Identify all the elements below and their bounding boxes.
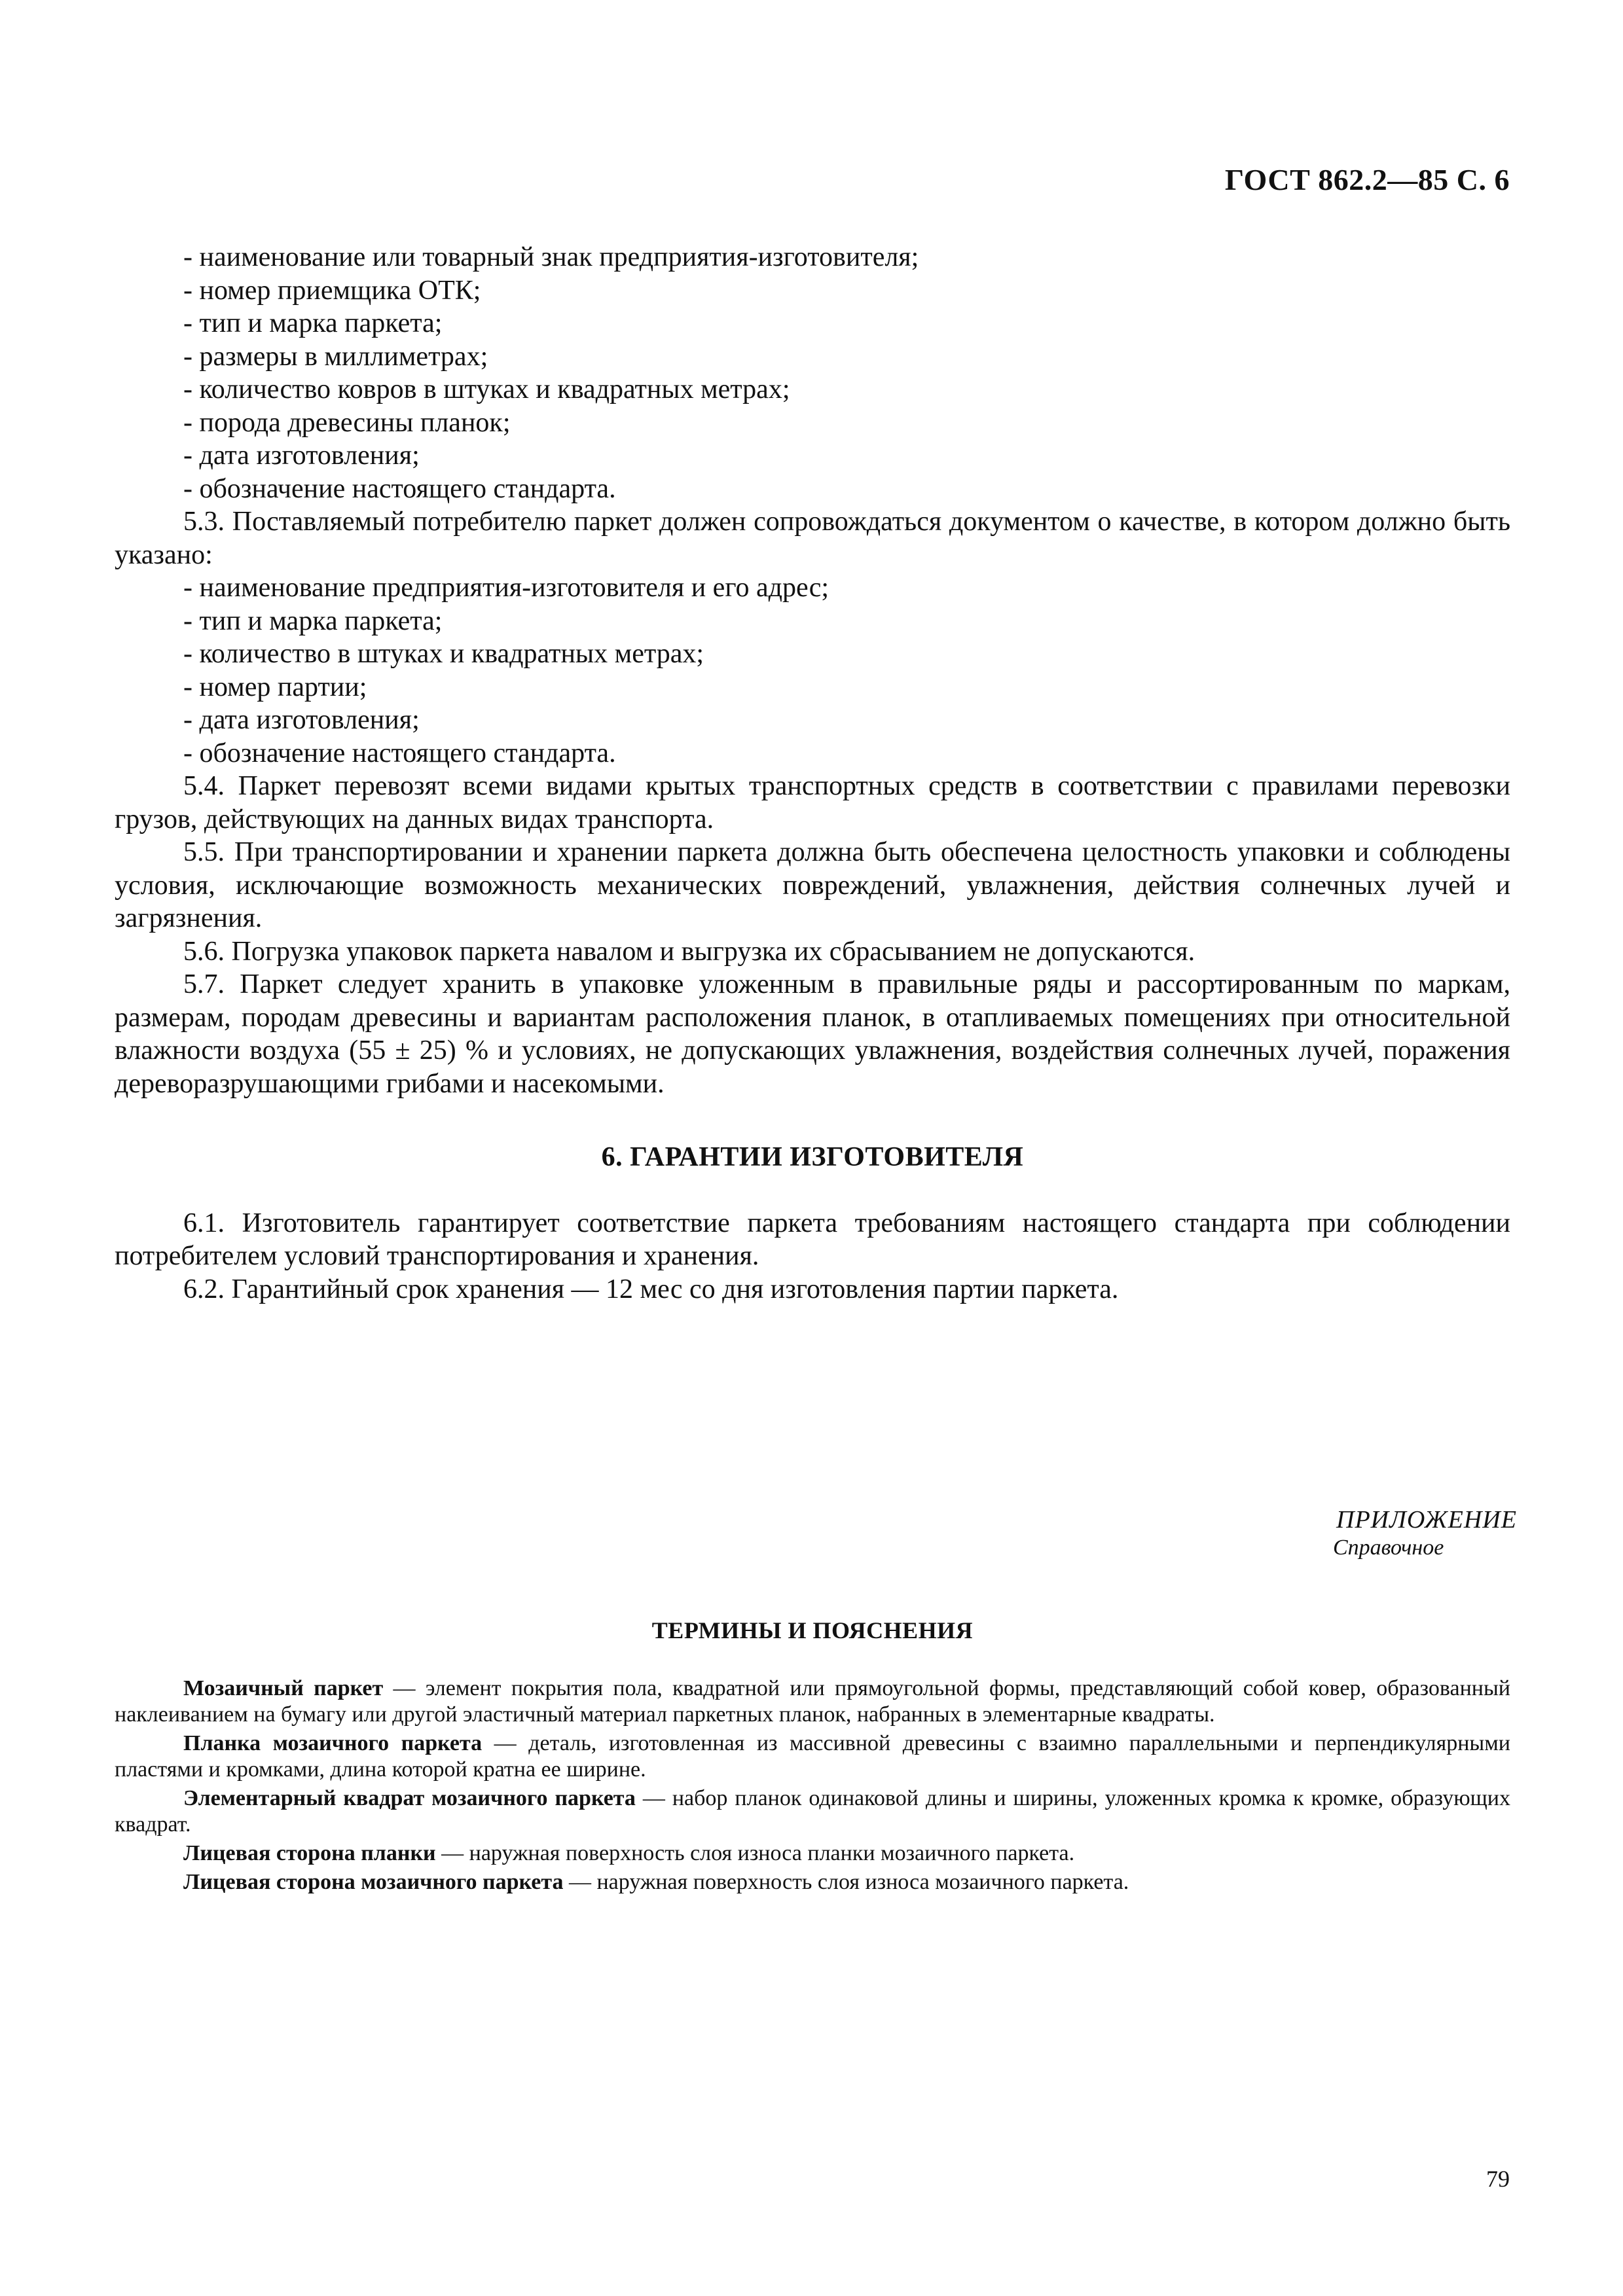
terms-title: ТЕРМИНЫ И ПОЯСНЕНИЯ [651, 1617, 974, 1643]
main-text [115, 241, 1510, 1306]
term-definition: — деталь, изготовленная из массивной древесины с взаимно параллельными и перпендикулярными пластями и кромками, длина которой кратна ее ширине. [115, 1731, 1510, 1782]
terms-list [115, 1676, 1510, 1898]
list-item: - наименование предприятия-изготовителя и его адрес; [183, 573, 830, 603]
list-item: - порода древесины планок; [183, 407, 511, 438]
paragraph-6-2: 6.2. Гарантийный срок хранения — 12 мес со дня изготовления партии паркета. [183, 1274, 1119, 1304]
term-name: Лицевая сторона планки [183, 1841, 436, 1865]
list-item: - наименование или товарный знак предприятия-изготовителя; [183, 242, 919, 272]
list-item: - номер приемщика ОТК; [183, 275, 481, 306]
list-item: - обозначение настоящего стандарта. [183, 473, 616, 504]
term-definition: — наружная поверхность слоя износа мозаичного паркета. [563, 1870, 1129, 1894]
appendix-label [1248, 1505, 1517, 1560]
term-name: Мозаичный паркет [183, 1676, 384, 1700]
list-quality-document [115, 571, 1510, 770]
term-name: Элементарный квадрат мозаичного паркета [183, 1786, 636, 1810]
list-item: - тип и марка паркета; [183, 308, 443, 338]
term-item [115, 1731, 1510, 1783]
list-item: - номер партии; [183, 672, 367, 702]
paragraph-5-3: 5.3. Поставляемый потребителю паркет должен сопровождаться документом о качестве, в котором должно быть указано: [115, 507, 1510, 570]
term-name: Лицевая сторона мозаичного паркета [183, 1870, 564, 1894]
list-item: - количество ковров в штуках и квадратных метрах; [183, 374, 790, 404]
paragraph-5-5: 5.5. При транспортировании и хранении паркета должна быть обеспечена целостность упаковки и соблюдены условия, исключающие возможность механических повреждений, увлажнения, действия солнечных лучей и загрязнения. [115, 837, 1510, 933]
list-marking [115, 241, 1510, 505]
term-definition: — наружная поверхность слоя износа планки мозаичного паркета. [435, 1841, 1075, 1865]
list-item: - размеры в миллиметрах; [183, 341, 488, 372]
term-definition: — набор планок одинаковой длины и ширины, уложенных кромка к кромке, образующих квадрат. [115, 1786, 1510, 1837]
section-6-title: 6. ГАРАНТИИ ИЗГОТОВИТЕЛЯ [601, 1142, 1024, 1172]
list-item: - тип и марка паркета; [183, 605, 443, 636]
page-number: 79 [1486, 2166, 1510, 2192]
paragraph-5-7: 5.7. Паркет следует хранить в упаковке уложенным в правильные ряды и рассортированным по маркам, размерам, породам древесины и вариантам расположения планок, в отапливаемых помещениях при относительной влажности воздуха (55 ± 25) % и условиях, не допускающих увлажнения, воздействия солнечных лучей, поражения дереворазрушающими грибами и насекомыми. [115, 969, 1510, 1099]
term-item [115, 1869, 1510, 1895]
page-header: ГОСТ 862.2—85 С. 6 [1224, 163, 1510, 196]
term-item [115, 1785, 1510, 1838]
list-item: - дата изготовления; [183, 440, 420, 471]
paragraph-5-4: 5.4. Паркет перевозят всеми видами крытых транспортных средств в соответствии с правилами перевозки грузов, действующих на данных видах транспорта. [115, 771, 1510, 834]
term-name: Планка мозаичного паркета [183, 1731, 483, 1755]
term-item [115, 1676, 1510, 1728]
term-definition: — элемент покрытия пола, квадратной или прямоугольной формы, представляющий собой ковер, образованный наклеиванием на бумагу или другой эластичный материал паркетных планок, набранных в элементарные квадраты. [115, 1676, 1510, 1727]
list-item: - обозначение настоящего стандарта. [183, 738, 616, 768]
appendix-title: ПРИЛОЖЕНИЕ [1336, 1506, 1517, 1534]
list-item: - дата изготовления; [183, 705, 420, 735]
paragraph-6-1: 6.1. Изготовитель гарантирует соответствие паркета требованиям настоящего стандарта при соблюдении потребителем условий транспортирования и хранения. [115, 1208, 1510, 1271]
term-item [115, 1840, 1510, 1867]
appendix-subtitle: Справочное [1333, 1535, 1444, 1560]
list-item: - количество в штуках и квадратных метрах; [183, 639, 704, 669]
paragraph-5-6: 5.6. Погрузка упаковок паркета навалом и выгрузка их сбрасыванием не допускаются. [183, 936, 1195, 967]
